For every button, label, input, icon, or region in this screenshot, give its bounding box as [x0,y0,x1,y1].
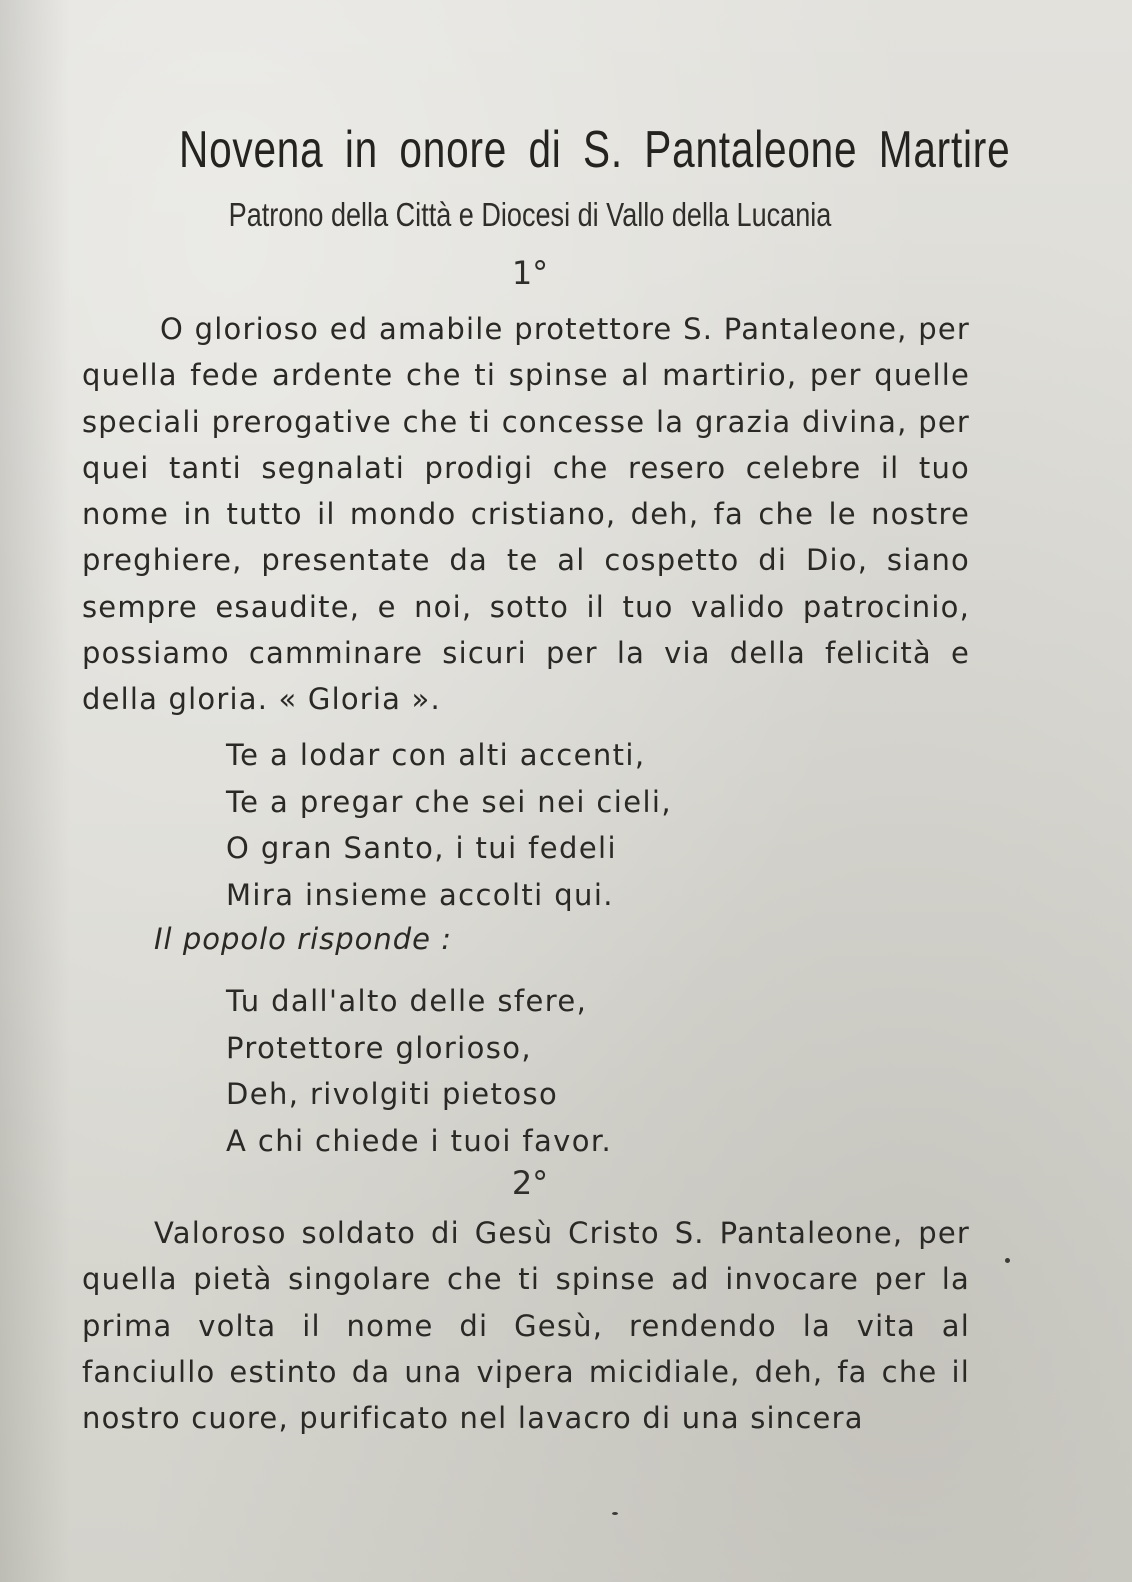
page-title: Novena in onore di S. Pantaleone Martire [179,121,1011,179]
response-verse-line: Deh, rivolgiti pietoso [226,1077,559,1111]
verse-line: Te a pregar che sei nei cieli, [226,784,672,819]
page-edge-shadow [0,0,70,1582]
response-verse-line: Tu dall'alto delle sfere, [226,984,588,1018]
section-1-verse [226,732,746,918]
response-verse-line: Protettore glorioso, [226,1030,533,1065]
paper-speck [1005,1258,1010,1263]
verse-line: Mira insieme accolti qui. [226,877,614,912]
verse-line: Te a lodar con alti accenti, [226,738,646,772]
section-2-paragraph: Valoroso soldato di Gesù Cristo S. Pantaleone, per quella pietà singolare che ti spinse ad invocare per la prima volta il nome di Gesù, rendendo la vita al fanciullo estinto da una vipera micidiale, deh, fa che il nostro cuore, purificato nel lavacro di una sincera [82,1216,970,1436]
verse-line: O gran Santo, i tui fedeli [226,831,617,865]
paper-speck [612,1512,618,1515]
response-label: Il popolo risponde : [154,922,453,956]
page-subtitle: Patrono della Città e Diocesi di Vallo della Lucania [228,196,832,233]
section-number-2: 2° [511,1164,549,1202]
section-1-paragraph: O glorioso ed amabile protettore S. Pantaleone, per quella fede ardente che ti spinse al martirio, per quelle speciali prerogative che ti concesse la grazia divina, per quei tanti segnalati prodigi che resero celebre il tuo nome in tutto il mondo cristiano, deh, fa che le nostre preghiere, presentate da te al cospetto di Dio, siano sempre esaudite, e noi, sotto il tuo valido patrocinio, possiamo camminare sicuri per la via della felicità e della gloria. « Gloria ». [82,312,970,717]
response-verse-line: A chi chiede i tuoi favor. [226,1123,613,1158]
section-number-1: 1° [511,254,549,292]
section-1-response-verse [226,978,746,1164]
